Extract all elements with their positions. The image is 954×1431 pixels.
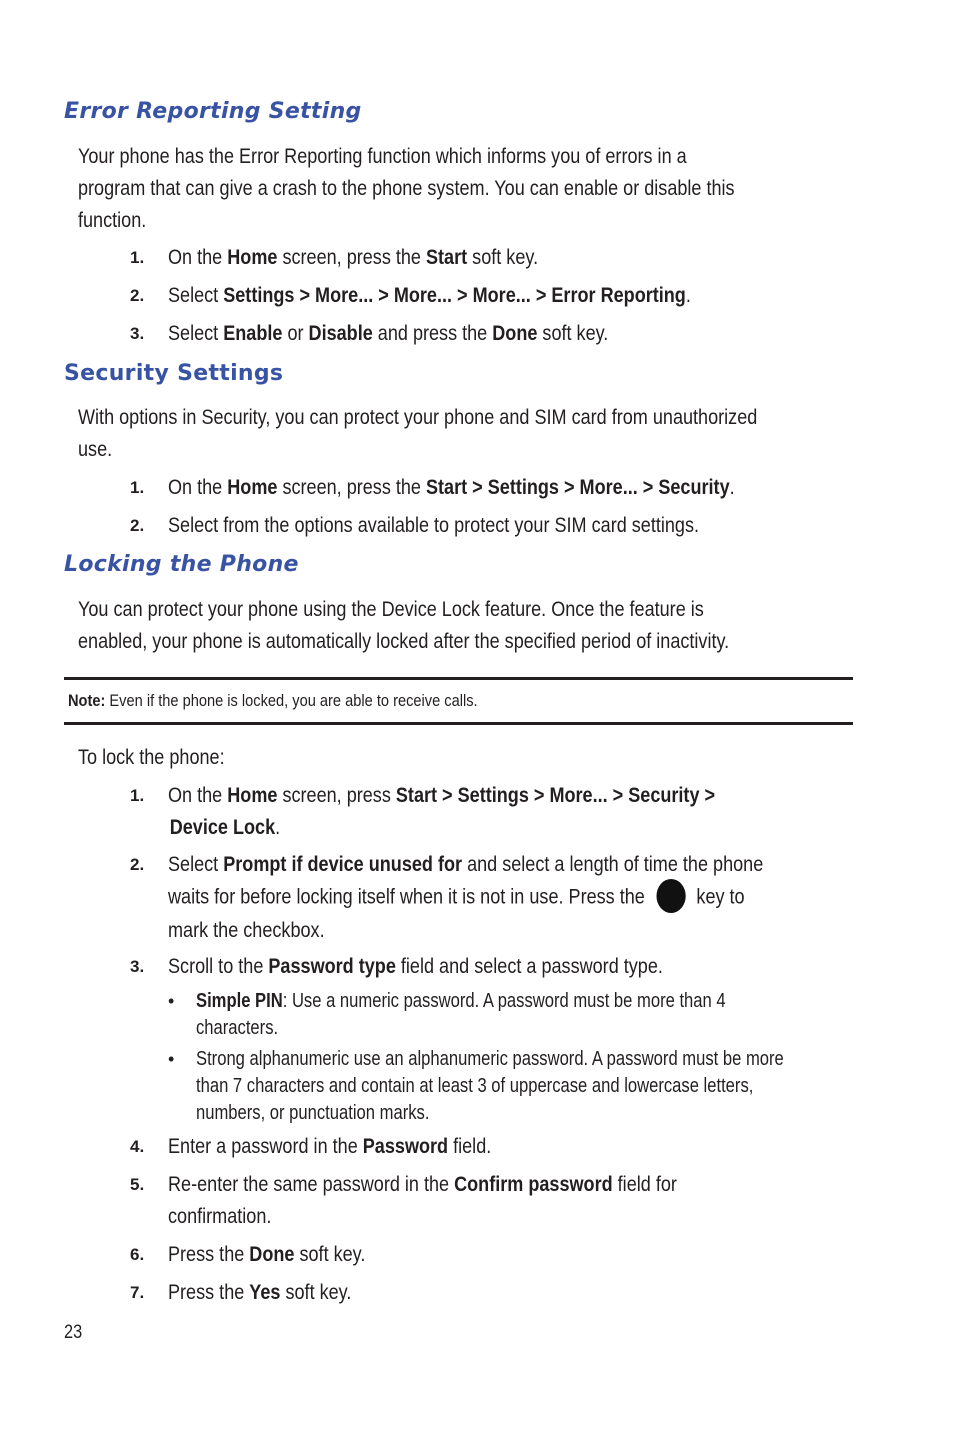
step-number: 2. — [130, 286, 145, 305]
step-number: 7. — [130, 1283, 145, 1302]
step-text: On the Home screen, press Start > Settings > More... > Security > Device Lock. — [168, 784, 716, 839]
step-number: 5. — [130, 1175, 145, 1194]
step-number: 1. — [130, 478, 145, 497]
intro-line: use. — [78, 438, 113, 461]
intro-line: function. — [78, 209, 147, 232]
error-step-2 — [0, 280, 954, 320]
step-text: Re-enter the same password in the Confirm password field for confirmation. — [168, 1173, 677, 1228]
error-step-1 — [0, 242, 954, 282]
step-text: Press the Yes soft key. — [168, 1281, 352, 1304]
lock-step-2 — [0, 849, 954, 949]
lock-step-4 — [0, 1131, 954, 1171]
lock-step-6 — [0, 1239, 954, 1279]
lock-step-5 — [0, 1169, 954, 1239]
step-text: On the Home screen, press the Start soft key. — [168, 246, 539, 269]
note-bottom-rule — [64, 722, 853, 725]
error-reporting-intro — [78, 141, 735, 237]
section-heading-locking: Locking the Phone — [64, 552, 299, 577]
intro-line: Your phone has the Error Reporting function which informs you of errors in a — [78, 145, 687, 168]
bullet-text: Strong alphanumeric use an alphanumeric password. A password must be more than 7 characters and contain at least 3 of uppercase and lowercase letters, numbers, or punctuation marks. — [196, 1048, 784, 1124]
security-intro — [78, 402, 757, 466]
step-text: Scroll to the Password type field and select a password type. — [168, 955, 663, 978]
step-number: 1. — [130, 786, 145, 805]
step-number: 1. — [130, 248, 145, 267]
security-step-2 — [0, 510, 954, 550]
section-heading-error-reporting: Error Reporting Setting — [64, 99, 362, 124]
note-text: Even if the phone is locked, you are able to receive calls. — [105, 691, 478, 710]
error-step-3 — [0, 318, 954, 358]
lock-step-1 — [0, 780, 954, 850]
step-number: 2. — [130, 516, 145, 535]
intro-line: With options in Security, you can protect your phone and SIM card from unauthorized — [78, 406, 758, 429]
step-text: Select Enable or Disable and press the Done soft key. — [168, 322, 609, 345]
section-heading-security: Security Settings — [64, 361, 284, 386]
note-top-rule — [64, 677, 853, 680]
bullet-mark: • — [168, 1049, 175, 1069]
bullet-mark: • — [168, 991, 175, 1011]
lock-step-7 — [0, 1277, 954, 1317]
locking-intro — [78, 594, 729, 658]
intro-line: enabled, your phone is automatically locked after the specified period of inactivity. — [78, 630, 730, 653]
note-label: Note: — [68, 691, 106, 710]
page-number: 23 — [64, 1322, 83, 1343]
note-box — [68, 688, 478, 714]
step-text: On the Home screen, press the Start > Settings > More... > Security. — [168, 476, 735, 499]
step-text: Press the Done soft key. — [168, 1243, 366, 1266]
step-number: 3. — [130, 957, 145, 976]
intro-line: You can protect your phone using the Device Lock feature. Once the feature is — [78, 598, 704, 621]
step-number: 4. — [130, 1137, 145, 1156]
step-number: 3. — [130, 324, 145, 343]
step-number: 2. — [130, 855, 145, 874]
step-text: Select Prompt if device unused for and select a length of time the phone waits for before locking itself when it is not in use. Press the key to mark the checkbox. — [168, 853, 764, 942]
intro-line: program that can give a crash to the phone system. You can enable or disable this — [78, 177, 735, 200]
lock-step-3 — [0, 951, 954, 991]
step-text: Enter a password in the Password field. — [168, 1135, 492, 1158]
step-text: Select Settings > More... > More... > More... > Error Reporting. — [168, 284, 691, 307]
step-number: 6. — [130, 1245, 145, 1264]
select-key-icon — [657, 879, 686, 913]
step-text: Select from the options available to protect your SIM card settings. — [168, 514, 700, 537]
lock-lead: To lock the phone: — [78, 746, 225, 769]
security-step-1 — [0, 472, 954, 512]
bullet-text: Simple PIN: Use a numeric password. A password must be more than 4 characters. — [196, 990, 726, 1039]
